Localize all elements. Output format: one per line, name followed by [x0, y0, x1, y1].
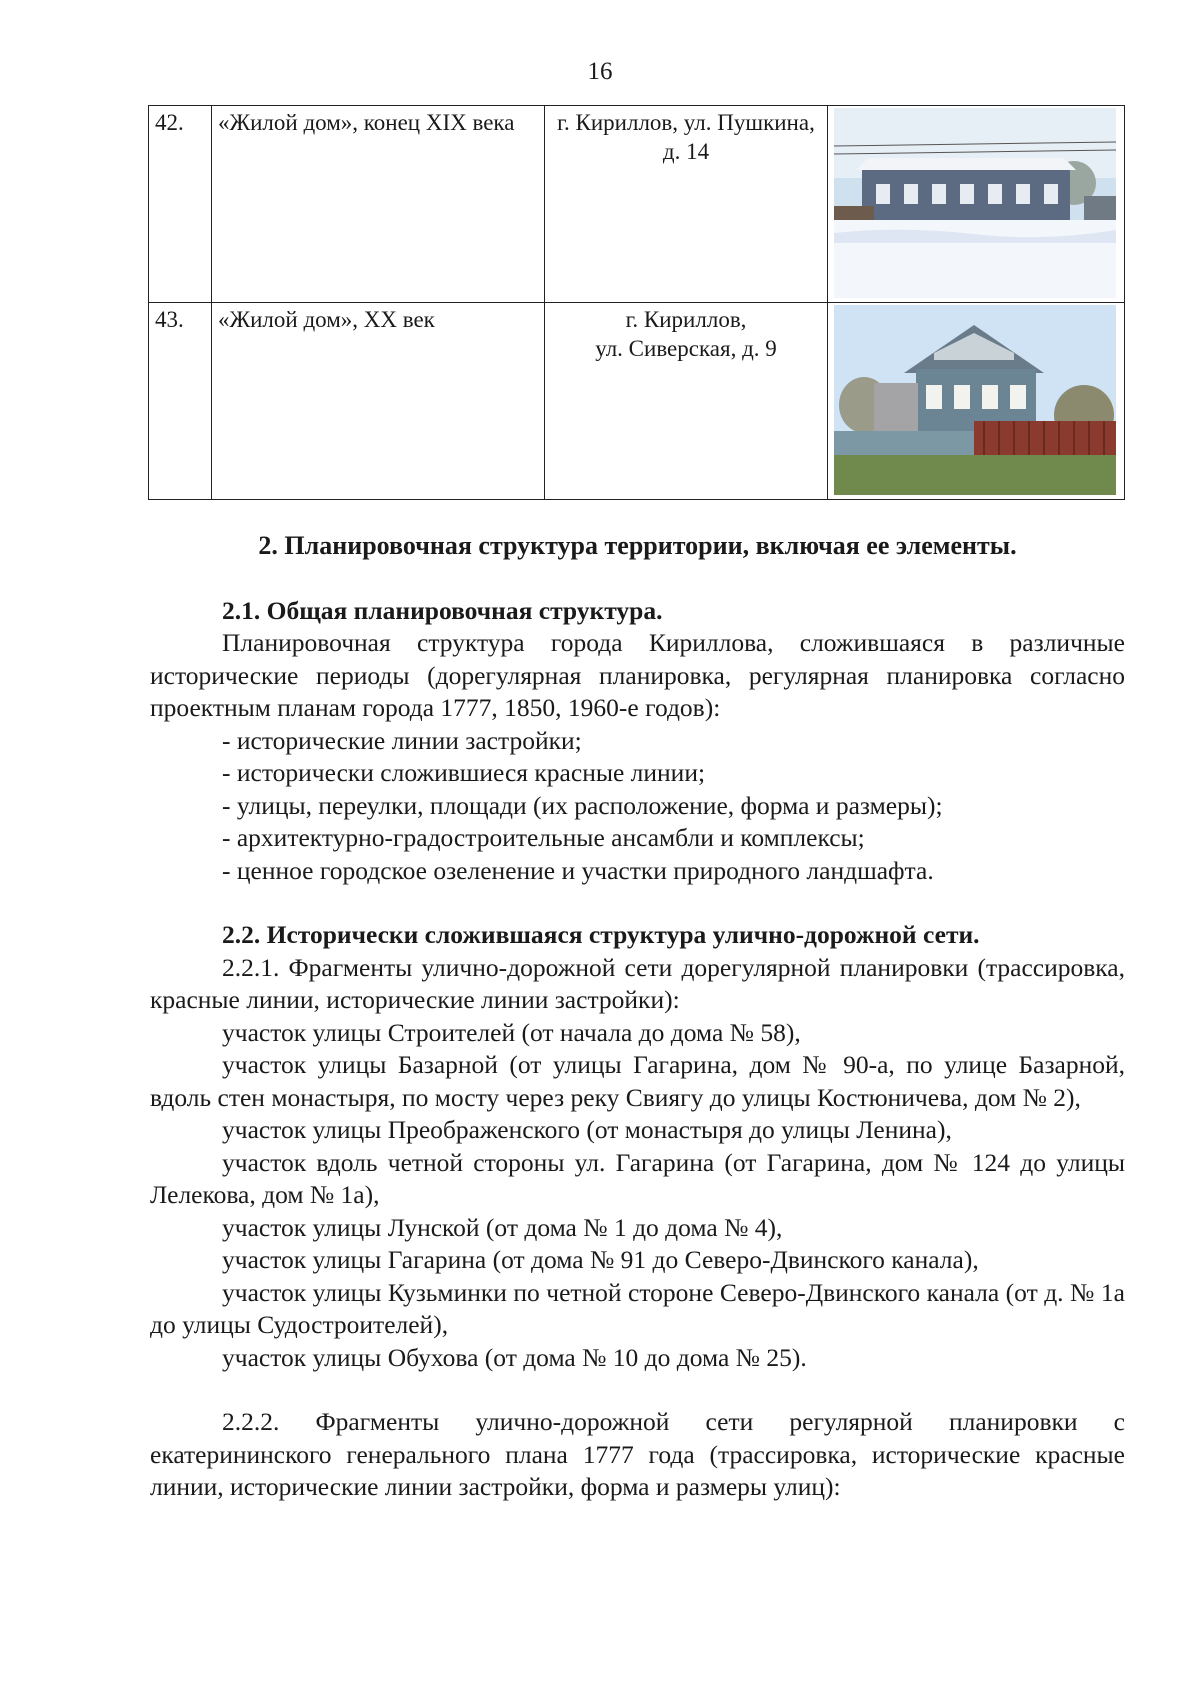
paragraph: 2.2.1. Фрагменты улично-дорожной сети дорегулярной планировки (трассировка, красные линии, исторические линии застройки):	[150, 952, 1125, 1014]
list-item: участок улицы Лунской (от дома № 1 до дома № 4),	[222, 1212, 783, 1242]
address-line: г. Кириллов,	[625, 307, 747, 332]
house-photo-spring-icon	[834, 305, 1116, 495]
object-address: г. Кириллов, ул. Пушкина, д. 14	[545, 106, 828, 303]
paragraph: Планировочная структура города Кириллова, сложившаяся в различные исторические периоды (дорегулярная планировка, регулярная планировка согласно проектным планам города 1777, 1850, 1960-е годов):	[150, 628, 1125, 722]
paragraph: 2.2.2. Фрагменты улично-дорожной сети регулярной планировки с екатерининского генерального плана 1777 года (трассировка, исторические красные линии, исторические линии застройки, форма и размеры улиц):	[150, 1407, 1125, 1501]
list-item: участок улицы Кузьминки по четной стороне Северо-Двинского канала (от д. № 1а до улицы Судостроителей),	[150, 1277, 1125, 1339]
table-row	[149, 303, 1125, 500]
list-item: - улицы, переулки, площади (их расположение, форма и размеры);	[222, 790, 943, 820]
list-item: участок вдоль четной стороны ул. Гагарина (от Гагарина, дом № 124 до улицы Лелекова, дом № 1а),	[150, 1147, 1125, 1209]
object-address	[545, 303, 828, 500]
row-number: 42.	[149, 106, 212, 303]
list-item: участок улицы Базарной (от улицы Гагарина, дом № 90-а, по улице Базарной, вдоль стен монастыря, по мосту через реку Свиягу до улицы Костюничева, дом № 2),	[150, 1050, 1125, 1112]
list-item: - исторически сложившиеся красные линии;	[222, 758, 706, 787]
list-item: участок улицы Строителей (от начала до дома № 58),	[222, 1017, 801, 1047]
object-name: «Жилой дом», конец XIX века	[212, 106, 545, 303]
object-photo-cell	[828, 106, 1125, 303]
house-photo-winter-icon	[834, 108, 1116, 298]
document-body	[150, 530, 1125, 1504]
object-name: «Жилой дом», XX век	[212, 303, 545, 500]
list-item: - исторические линии застройки;	[222, 725, 582, 755]
row-number: 43.	[149, 303, 212, 500]
list-item: участок улицы Обухова (от дома № 10 до дома № 25).	[222, 1342, 807, 1372]
section-heading: 2. Планировочная структура территории, включая ее элементы.	[258, 531, 1017, 560]
subsection-heading: 2.1. Общая планировочная структура.	[222, 595, 663, 625]
list-item: - архитектурно-градостроительные ансамбли и комплексы;	[222, 823, 865, 852]
object-photo-cell	[828, 303, 1125, 500]
table-row	[149, 106, 1125, 303]
subsection-heading: 2.2. Исторически сложившаяся структура улично-дорожной сети.	[222, 920, 980, 949]
page-number: 16	[587, 58, 613, 85]
list-item: участок улицы Гагарина (от дома № 91 до Северо-Двинского канала),	[222, 1245, 979, 1274]
list-item: участок улицы Преображенского (от монастыря до улицы Ленина),	[222, 1115, 952, 1144]
list-item: - ценное городское озеленение и участки природного ландшафта.	[222, 855, 934, 885]
monuments-table	[148, 105, 1125, 500]
address-line: ул. Сиверская, д. 9	[595, 336, 777, 361]
